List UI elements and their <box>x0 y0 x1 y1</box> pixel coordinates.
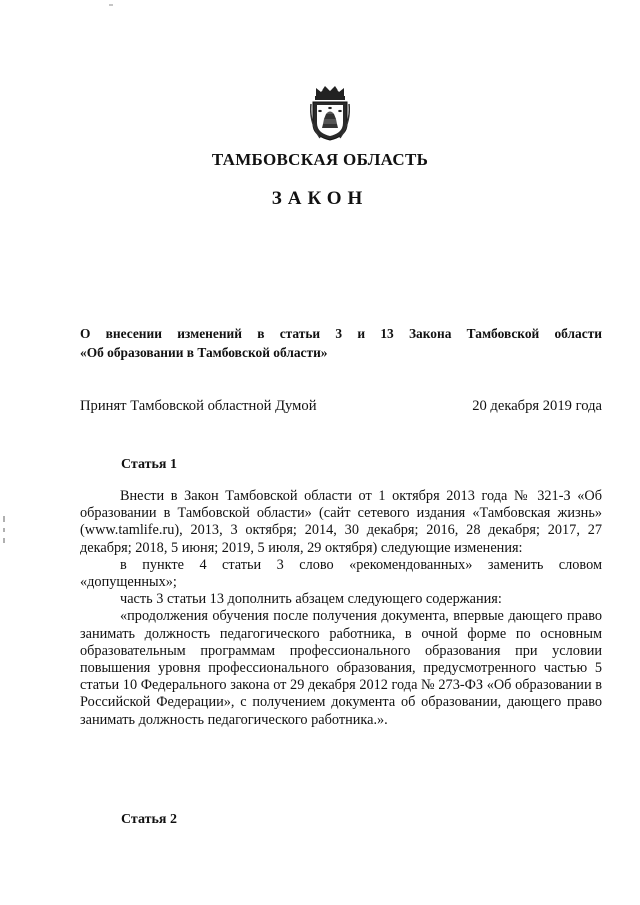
margin-mark <box>3 538 5 543</box>
adoption-date: 20 декабря 2019 года <box>472 398 602 414</box>
adopted-by: Принят Тамбовской областной Думой <box>80 398 317 414</box>
law-title-line: О внесении изменений в статьи 3 и 13 Закона Тамбовской области <box>80 326 602 341</box>
coat-of-arms-icon <box>310 84 350 142</box>
margin-mark <box>3 528 5 532</box>
article-paragraph: часть 3 статьи 13 дополнить абзацем следующего содержания: <box>120 591 502 608</box>
law-title <box>80 324 602 362</box>
article-paragraph: Внести в Закон Тамбовской области от 1 октября 2013 года № 321-З «Об образовании в Тамбовской области» (сайт сетевого издания «Тамбовская жизнь» (www.tamlife.ru), 2013, 3 октября; 2014, 30 декабря; 2016, 28 декабря; 2017, 27 декабря; 2018, 5 июня; 2019, 5 июля, 29 октября) следующие изменения: <box>80 488 602 556</box>
margin-mark <box>3 516 5 522</box>
region-heading: ТАМБОВСКАЯ ОБЛАСТЬ <box>211 150 429 169</box>
article-paragraph: в пункте 4 статьи 3 слово «рекомендованных» заменить словом «допущенных»; <box>80 556 602 591</box>
law-title-line: «Об образовании в Тамбовской области» <box>80 345 328 360</box>
article-paragraph: «продолжения обучения после получения документа, впервые дающего право занимать должность педагогического работника, в очной форме по основным образовательным программам профессионального образования при условии повышения уровня профессионального образования, предусмотренного частью 5 статьи 10 Федерального закона от 29 декабря 2012 года № 273-ФЗ «Об образовании в Российской Федерации», с получением документа об образовании, дающего право занимать должность педагогического работника.». <box>80 608 602 728</box>
article-heading: Статья 1 <box>121 457 177 472</box>
article-body <box>80 488 602 729</box>
scan-mark <box>109 4 113 6</box>
article-heading: Статья 2 <box>121 812 177 827</box>
document-type-heading: ЗАКОН <box>271 188 369 209</box>
